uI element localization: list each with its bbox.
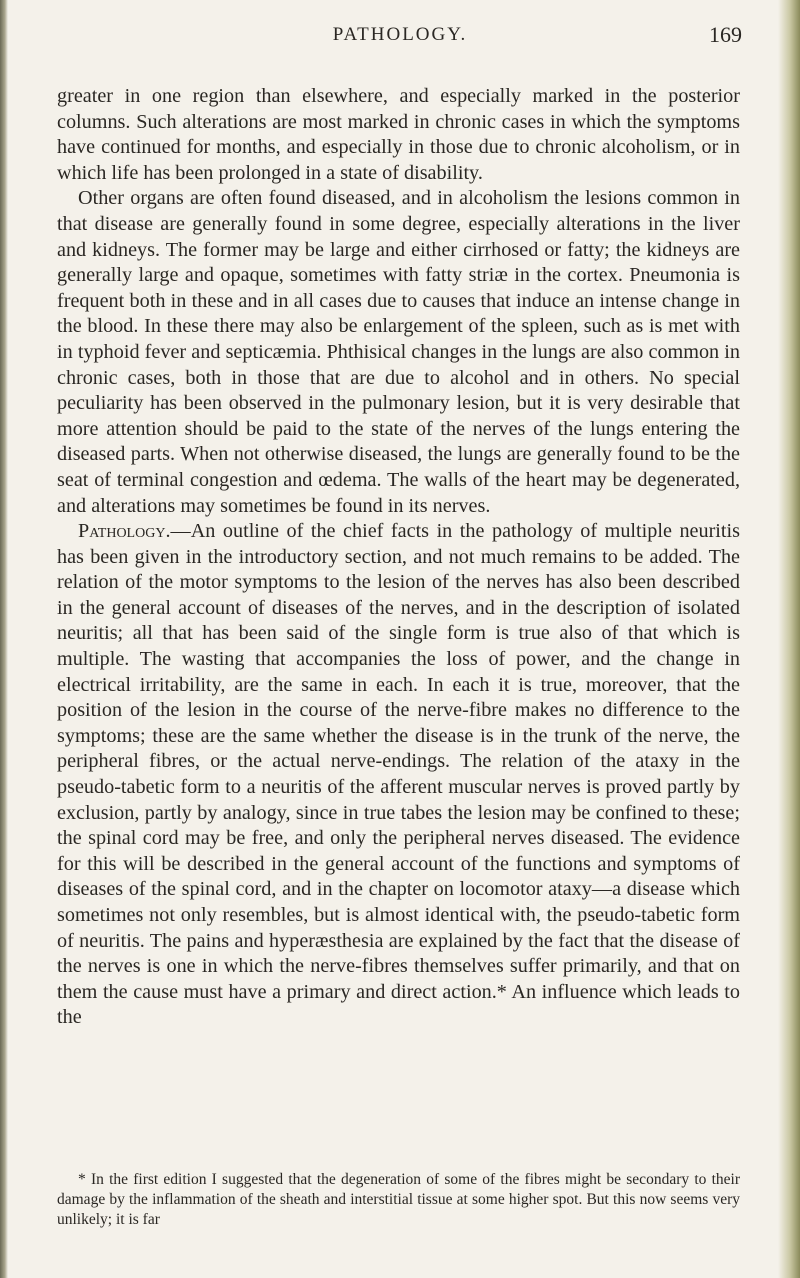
paragraph-pathology <box>57 519 740 1031</box>
paragraph-other-organs: Other organs are often found diseased, and in alcoholism the lesions common in that disease are generally found in some degree, especially alterations in the liver and kidneys. The former may be large and either cirrhosed or fatty; the kidneys are generally large and opaque, sometimes with fatty striæ in the cortex. Pneumonia is frequent both in these and in all cases due to causes that induce an intense change in the blood. In these there may also be enlargement of the spleen, such as is met with in typhoid fever and septicæmia. Phthisical changes in the lungs are also common in chronic cases, both in those that are due to alcohol and in others. No special peculiarity has been observed in the pulmonary lesion, but it is very desirable that more attention should be paid to the state of the nerves of the lungs entering the diseased parts. When not otherwise diseased, the lungs are generally found to be the seat of terminal congestion and œdema. The walls of the heart may be degenerated, and alterations may sometimes be found in its nerves. <box>57 187 740 517</box>
binding-edge-left <box>0 0 8 1278</box>
section-label: Pathology. <box>78 520 171 543</box>
page-number: 169 <box>709 22 742 47</box>
paragraph-continued: greater in one region than elsewhere, and especially marked in the posterior columns. Such alterations are most marked in chronic cases in which the symptoms have continued for months, and especially in those due to chronic alcoholism, or in which life has been prolonged in a state of disability. <box>57 85 740 184</box>
running-head: PATHOLOGY. <box>332 24 468 45</box>
paragraph-pathology-text: —An outline of the chief facts in the pathology of multiple neuritis has been given in the introductory section, and not much remains to be added. The relation of the motor symptoms to the lesion of the nerves has also been described in the general account of diseases of the nerves, and in the description of isolated neuritis; all that has been said of the single form is true also of that which is multiple. The wasting that accompanies the loss of power, and the change in electrical irritability, are the same in each. In each it is true, moreover, that the position of the lesion in the course of the nerve-fibre makes no difference to the symptoms; these are the same whether the disease is in the trunk of the nerve, the peripheral fibres, or the actual nerve-endings. The relation of the ataxy in the pseudo-tabetic form to a neuritis of the afferent muscular nerves is proved partly by exclusion, partly by analogy, since in true tabes the lesion may be confined to these; the spinal cord may be free, and only the peripheral nerves diseased. The evidence for this will be described in the general account of the functions and symptoms of diseases of the spinal cord, and in the chapter on locomotor ataxy—a disease which sometimes not only resembles, but is almost identical with, the pseudo-tabetic form of neuritis. The pains and hyperæsthesia are explained by the fact that the disease of the nerves is one in which the nerve-fibres themselves suffer primarily, and that on them the cause must have a primary and direct action.* An influence which leads to the <box>57 520 740 1029</box>
page-header <box>0 18 800 58</box>
page-edge-right <box>778 0 800 1278</box>
footnote: * In the first edition I suggested that the degeneration of some of the fibres might be secondary to their damage by the inflammation of the sheath and interstitial tissue at some higher spot. But this now seems very unlikely; it is far <box>57 1171 740 1228</box>
body-text <box>57 84 740 1031</box>
